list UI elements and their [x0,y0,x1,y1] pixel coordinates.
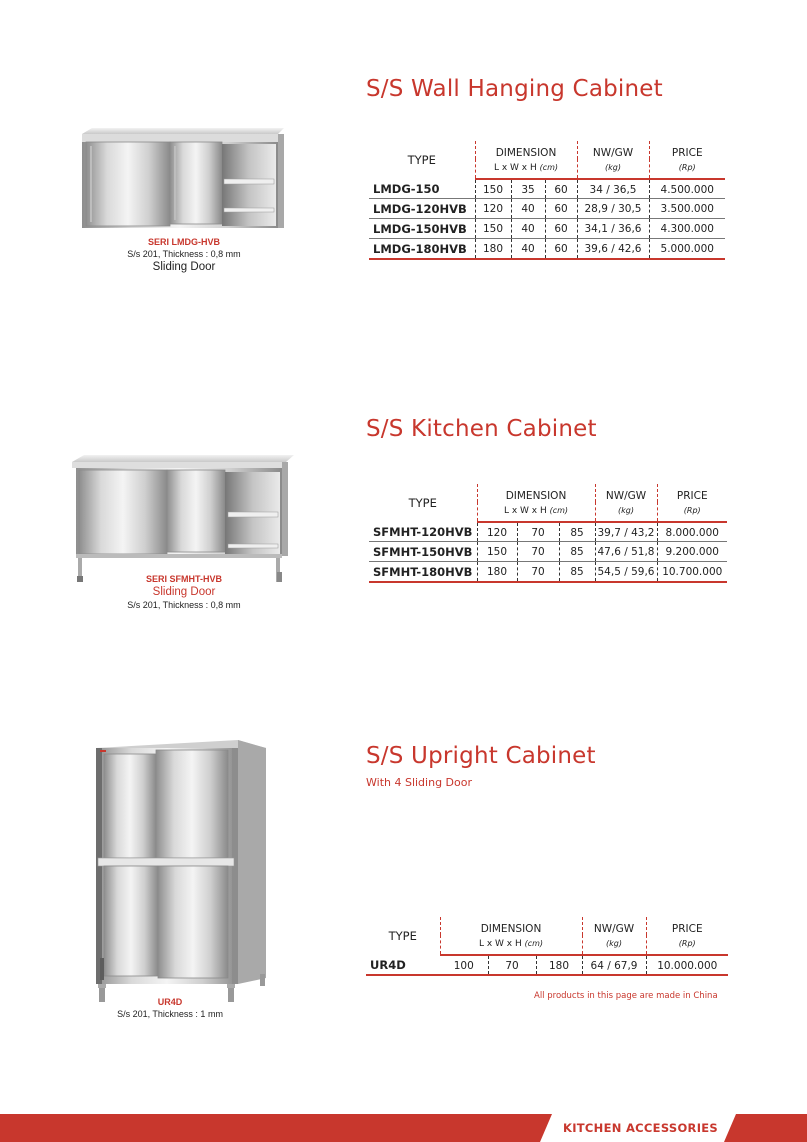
price-header: PRICE [646,917,728,935]
series-label: SERI SFMHT-HVB [145,574,222,584]
dimension-header: DIMENSION [475,141,577,159]
nwgw-unit: (kg) [577,159,649,179]
footer-bar-right-cut [724,1114,736,1142]
length-cell: 180 [477,562,517,583]
table-row [366,955,728,975]
height-cell: 60 [545,199,577,219]
upright-cabinet-image [90,738,270,1004]
height-cell: 85 [559,542,595,562]
spec-table [369,141,725,260]
price-cell: 10.700.000 [657,562,727,583]
price-header: PRICE [657,484,727,502]
nwgw-cell: 34,1 / 36,6 [577,219,649,239]
section-title: S/S Upright Cabinet [366,743,596,769]
section-title: S/S Kitchen Cabinet [366,416,597,442]
type-cell: LMDG-120HVB [369,199,475,219]
spec-table [366,917,728,976]
type-cell: LMDG-150 [373,182,440,196]
dimension-unit: L x W x H (cm) [475,159,577,179]
thickness-label: S/s 201, Thickness : 0,8 mm [127,249,241,259]
length-cell: 120 [477,522,517,542]
width-cell: 70 [488,955,536,975]
price-cell: 5.000.000 [649,239,725,260]
nwgw-unit: (kg) [595,502,657,522]
price-cell: 9.200.000 [657,542,727,562]
type-header: TYPE [407,153,436,167]
type-cell: LMDG-180HVB [369,239,475,260]
thickness-label: S/s 201, Thickness : 1 mm [117,1009,223,1019]
table-row [369,522,727,542]
price-header: PRICE [649,141,725,159]
height-cell: 85 [559,562,595,583]
price-cell: 10.000.000 [646,955,728,975]
dimension-header: DIMENSION [440,917,582,935]
door-label: Sliding Door [152,586,216,598]
kitchen-cabinet-image [70,452,296,584]
height-cell: 85 [559,522,595,542]
nwgw-header: NW/GW [577,141,649,159]
footer-bar-left-cut [540,1114,552,1142]
table-row [369,562,727,583]
upright-cabinet-caption [60,997,280,1019]
spec-table [369,484,727,583]
nwgw-cell: 47,6 / 51,8 [595,542,657,562]
origin-note: All products in this page are made in China [534,991,718,1001]
footer-section-label: KITCHEN ACCESSORIES [563,1121,719,1135]
price-cell: 4.500.000 [649,179,725,199]
nwgw-cell: 54,5 / 59,6 [595,562,657,583]
nwgw-cell: 39,6 / 42,6 [577,239,649,260]
section-title: S/S Wall Hanging Cabinet [366,76,663,102]
price-cell: 4.300.000 [649,219,725,239]
length-cell: 150 [477,542,517,562]
length-cell: 180 [475,239,511,260]
footer-bar-left [0,1114,540,1142]
table-row [369,179,725,199]
price-cell: 8.000.000 [657,522,727,542]
dimension-unit: L x W x H (cm) [477,502,595,522]
width-cell: 40 [511,199,545,219]
nwgw-cell: 28,9 / 30,5 [577,199,649,219]
wall-hanging-cabinet-caption [74,237,294,273]
width-cell: 70 [517,562,559,583]
nwgw-header: NW/GW [595,484,657,502]
length-cell: 100 [440,955,488,975]
table-row [369,219,725,239]
nwgw-cell: 64 / 67,9 [582,955,646,975]
type-header: TYPE [408,496,437,510]
dimension-unit: L x W x H (cm) [440,935,582,955]
price-unit: (Rp) [657,502,727,522]
type-cell: SFMHT-180HVB [369,562,477,583]
nwgw-cell: 34 / 36,5 [577,179,649,199]
type-header: TYPE [388,929,417,943]
type-cell: SFMHT-120HVB [373,525,473,539]
price-unit: (Rp) [649,159,725,179]
length-cell: 150 [475,219,511,239]
width-cell: 70 [517,542,559,562]
height-cell: 180 [536,955,582,975]
series-label: UR4D [157,997,183,1007]
width-cell: 40 [511,219,545,239]
type-cell: UR4D [366,955,440,975]
door-label: Sliding Door [152,261,216,273]
footer-bar [0,1114,807,1142]
height-cell: 60 [545,219,577,239]
width-cell: 35 [511,179,545,199]
series-label: SERI LMDG-HVB [148,237,220,247]
kitchen-cabinet-caption [74,574,294,610]
table-row [369,239,725,260]
footer-bar-right [736,1114,807,1142]
length-cell: 120 [475,199,511,219]
nwgw-unit: (kg) [582,935,646,955]
type-cell: SFMHT-150HVB [369,542,477,562]
height-cell: 60 [545,179,577,199]
thickness-label: S/s 201, Thickness : 0,8 mm [127,600,241,610]
nwgw-header: NW/GW [582,917,646,935]
width-cell: 40 [511,239,545,260]
dimension-header: DIMENSION [477,484,595,502]
type-cell: LMDG-150HVB [369,219,475,239]
nwgw-cell: 39,7 / 43,2 [595,522,657,542]
wall-hanging-cabinet-image [78,124,288,234]
section-subtitle: With 4 Sliding Door [366,776,473,789]
length-cell: 150 [475,179,511,199]
table-row [369,199,725,219]
price-unit: (Rp) [646,935,728,955]
price-cell: 3.500.000 [649,199,725,219]
width-cell: 70 [517,522,559,542]
table-row [369,542,727,562]
height-cell: 60 [545,239,577,260]
